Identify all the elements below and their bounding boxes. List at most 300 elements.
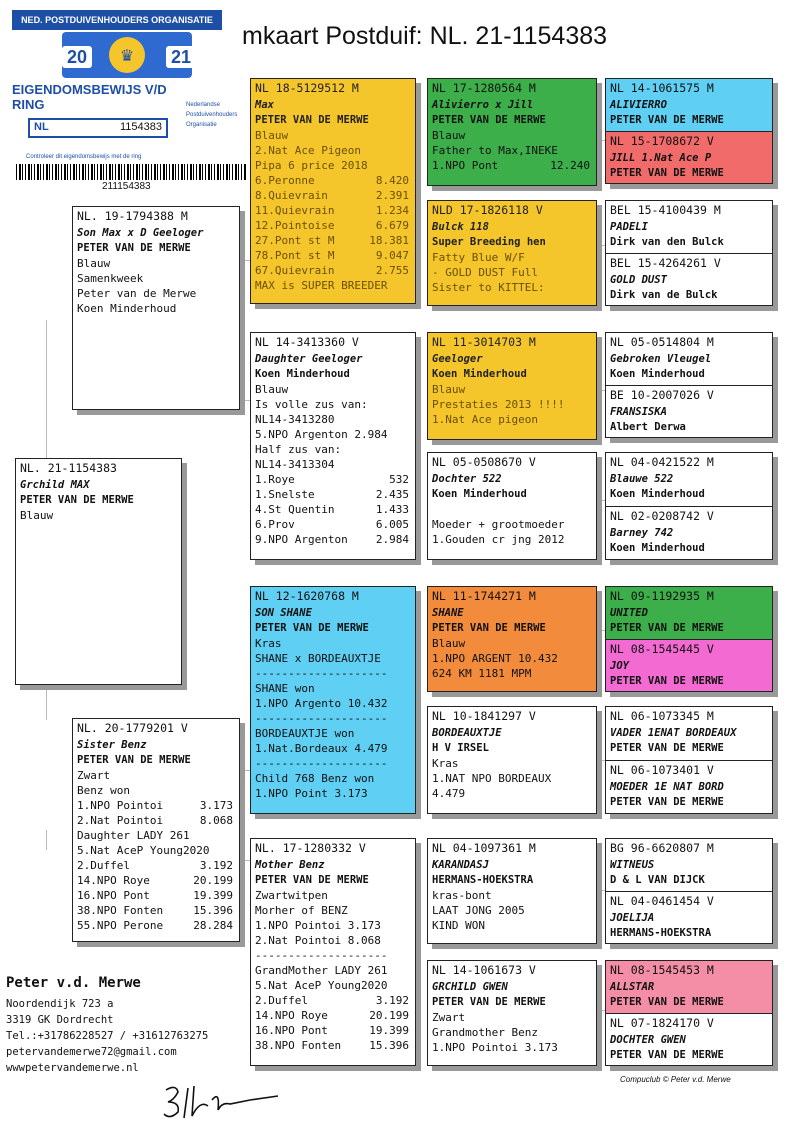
info-line: Child 768 Benz won [255,772,375,785]
info-line: 1.Nat.Bordeaux 4.479 [255,742,388,755]
info-line: Is volle zus van: [255,398,368,411]
info-line: 2.Nat Pointoi 8.068 [255,934,381,947]
ring-number: NL 02-0208742 V [610,509,714,523]
result-row [77,813,239,828]
result-value: 15.396 [369,1039,409,1052]
info-line: - GOLD DUST Full [432,266,538,279]
owner: Dirk van de Bulck [610,289,718,301]
connector-line [240,400,250,401]
info-line: Morher of BENZ [255,904,348,917]
result-row [255,248,415,263]
pigeon-name: Max [255,99,274,111]
pedigree-half-dam [606,132,772,184]
owner: PETER VAN DE MERWE [255,874,369,886]
owner: Super Breeding hen [432,236,546,248]
card-year-left: 20 [62,46,92,68]
ring-number: 1154383 [119,121,162,133]
connector-line [240,860,250,861]
result-race: 11.Quievrain [255,204,335,217]
ring-number: NLD 17-1826118 V [432,203,543,217]
result-race: 4.St Quentin [255,503,335,516]
info-line: kras-bont [432,889,492,902]
pedigree-pair-gen4 [605,78,773,184]
pedigree-half-sire [606,839,772,892]
pedigree-half-sire [606,587,772,640]
info-line: 1.Nat Ace pigeon [432,413,538,426]
connector-line [240,770,250,771]
pedigree-half-sire [606,961,772,1014]
result-row [77,918,239,933]
info-line: Kras [432,757,459,770]
pigeon-name: MOEDER 1E NAT BORD [610,781,724,793]
barcode [16,164,246,180]
owner: D & L VAN DIJCK [610,874,705,886]
owner: Koen Minderhoud [432,368,527,380]
result-value: 8.420 [375,174,409,187]
info-line: -------------------- [255,712,388,725]
pigeon-name: UNITED [610,607,648,619]
owner: PETER VAN DE MERWE [610,796,724,808]
result-row [255,233,415,248]
info-line: Kras [255,637,282,650]
info-line: Blauw [255,129,289,142]
ring-number: NL 05-0508670 V [432,455,536,469]
ring-number: BEL 15-4100439 M [610,203,721,217]
info-line: Blauw [432,129,466,142]
ring-number: BEL 15-4264261 V [610,256,721,270]
result-row [255,263,415,278]
result-row [255,1038,415,1053]
card-year-right: 21 [166,46,196,68]
connector-line [46,830,47,850]
result-race: 14.NPO Roye [255,1009,328,1022]
info-line: SHANE won [255,682,315,695]
pigeon-name: GRCHILD GWEN [432,981,508,993]
barcode-number: 211154383 [102,181,151,192]
pigeon-name: JOY [610,660,629,672]
info-line: 1.NPO Argento 10.432 [255,697,388,710]
pigeon-name: DOCHTER GWEN [610,1034,686,1046]
result-race: 1.NPO Pont [432,159,499,172]
result-row [77,798,239,813]
info-line: 5.Nat AceP Young2020 [255,979,388,992]
result-value: 6.005 [375,518,409,531]
result-row [77,858,239,873]
pedigree-box-gen3 [427,838,597,944]
ring-number: NL. 20-1779201 V [77,721,188,735]
pedigree-half-dam [606,761,772,814]
result-value: 3.192 [199,859,233,872]
connector-line [240,260,250,261]
contact-line: wwwpetervandemerwe.nl [6,1062,139,1074]
pigeon-name: Geeloger [432,353,483,365]
pedigree-half-dam [606,640,772,692]
result-value: 6.679 [375,219,409,232]
pedigree-box-gen2 [250,586,416,814]
ring-number: NL 14-3413360 V [255,335,359,349]
result-race: 38.NPO Fonten [255,1039,342,1052]
npo-line: Nederlandse [186,102,221,108]
ring-number: NL 04-0461454 V [610,894,714,908]
info-line: 1.NAT NPO BORDEAUX [432,772,552,785]
connector-line [597,245,605,246]
result-race: 14.NPO Roye [77,874,150,887]
pedigree-half-dam [606,507,772,560]
info-line: NL14-3413304 [255,458,335,471]
connector-line [597,760,605,761]
result-race: 16.NPO Pont [255,1024,328,1037]
card-npo-text [186,100,237,130]
pigeon-name: FRANSISKA [610,406,667,418]
ring-number: NL 10-1841297 V [432,709,536,723]
info-line: Koen Minderhoud [77,302,177,315]
result-row [77,888,239,903]
owner: PETER VAN DE MERWE [77,754,191,766]
pigeon-name: Grchild MAX [20,479,90,491]
ring-number: NL. 17-1280332 V [255,841,366,855]
ring-number: NL. 19-1794388 M [77,209,188,223]
owner: Koen Minderhoud [610,488,705,500]
result-value: 2.391 [375,189,409,202]
info-line: 2.Nat Ace Pigeon [255,144,361,157]
info-line: Grandmother Benz [432,1026,538,1039]
owner: PETER VAN DE MERWE [610,996,724,1008]
info-line: 4.479 [432,787,466,800]
owner: Koen Minderhoud [610,368,705,380]
info-line: 1.NPO Point 3.173 [255,787,368,800]
info-line: Half zus van: [255,443,342,456]
owner: PETER VAN DE MERWE [610,167,724,179]
connector-line [597,140,605,141]
info-line: Father to Max,INEKE [432,144,558,157]
result-row [255,218,415,233]
info-line: LAAT JONG 2005 [432,904,525,917]
result-race: 2.Nat Pointoi [77,814,164,827]
result-value: 12.240 [550,159,590,172]
info-line: SHANE x BORDEAUXTJE [255,652,381,665]
ring-number: NL 09-1192935 M [610,589,714,603]
owner: Koen Minderhoud [610,542,705,554]
pedigree-half-dam [606,892,772,944]
pigeon-name: SON SHANE [255,607,312,619]
result-value: 2.984 [375,533,409,546]
result-race: 5.Nat AceP Young2020 [77,844,210,857]
ring-number: NL 14-1061673 V [432,963,536,977]
result-race: 1.Roye [255,473,295,486]
pedigree-half-sire [606,79,772,132]
info-line: Pipa 6 price 2018 [255,159,368,172]
pigeon-name: Bulck 118 [432,221,489,233]
info-line: -------------------- [255,667,388,680]
info-line: -------------------- [255,757,388,770]
result-row [255,1008,415,1023]
compuclub-credit: Compuclub © Peter v.d. Merwe [620,1075,731,1084]
info-line: BORDEAUXTJE won [255,727,355,740]
info-line: -------------------- [255,949,388,962]
pedigree-box-gen3 [427,332,597,440]
pedigree-box-subject [15,458,182,685]
pigeon-name: ALLSTAR [610,981,655,993]
pigeon-name: JILL 1.Nat Ace P [610,152,712,164]
owner: Albert Derwa [610,421,686,433]
info-line: Zwartwitpen [255,889,328,902]
result-race: 55.NPO Perone [77,919,164,932]
owner: PETER VAN DE MERWE [610,114,724,126]
ring-number: NL. 21-1154383 [20,461,117,475]
contact-line: 3319 GK Dordrecht [6,1014,114,1026]
pedigree-box-gen3 [427,586,597,692]
pigeon-name: WITNEUS [610,859,655,871]
result-race: 27.Pont st M [255,234,335,247]
ring-number: NL 17-1280564 M [432,81,536,95]
connector-line [597,390,605,391]
owner: PETER VAN DE MERWE [432,622,546,634]
result-value: 532 [389,473,409,486]
info-line: Blauw [255,383,289,396]
owner: PETER VAN DE MERWE [77,242,191,254]
pedigree-box-gen3 [427,200,597,306]
result-race: 2.Duffel [77,859,130,872]
svg-text:♛: ♛ [119,46,135,65]
info-line: Moeder + grootmoeder [432,518,565,531]
ring-number: NL 11-1744271 M [432,589,536,603]
pedigree-box-gen3 [427,78,597,186]
page-title: mkaart Postduif: NL. 21-1154383 [242,22,608,50]
result-value: 15.396 [193,904,233,917]
info-line: Blauw [432,383,466,396]
info-line: Peter van de Merwe [77,287,197,300]
pigeon-name: GOLD DUST [610,274,667,286]
pedigree-box-gen2 [250,838,416,1066]
pedigree-pair-gen4 [605,706,773,814]
pedigree-box-gen3 [427,960,597,1066]
contact-line: Noordendijk 723 a [6,998,114,1010]
pigeon-name: ALIVIERRO [610,99,667,111]
info-line: Samenkweek [77,272,144,285]
result-race: 8.Quievrain [255,189,328,202]
owner: H V IRSEL [432,742,489,754]
owner: HERMANS-HOEKSTRA [432,874,534,886]
pigeon-name: Blauwe 522 [610,473,674,485]
owner: Dirk van den Bulck [610,236,724,248]
pedigree-half-sire [606,333,772,386]
pedigree-half-dam [606,386,772,438]
ring-number: BG 96-6620807 M [610,841,714,855]
result-value: 28.284 [193,919,233,932]
info-line [432,502,596,517]
result-race: 38.NPO Fonten [77,904,164,917]
result-race: 12.Pointoise [255,219,335,232]
result-row [255,517,415,532]
info-line: NL14-3413280 [255,413,335,426]
pedigree-box-gen2 [250,78,416,304]
pigeon-name: Alivierro x Jill [432,99,534,111]
ring-country: NL [34,121,49,133]
connector-line [597,630,605,631]
result-value: 20.199 [193,874,233,887]
ring-number: NL 15-1708672 V [610,134,714,148]
info-line: 1.NPO ARGENT 10.432 [432,652,558,665]
info-line: 1.NPO Pointoi 3.173 [432,1041,558,1054]
result-row [432,158,596,173]
info-line: GrandMother LADY 261 [255,964,388,977]
pedigree-pair-gen4 [605,200,773,306]
owner: PETER VAN DE MERWE [432,996,546,1008]
result-row [255,472,415,487]
owner: PETER VAN DE MERWE [610,742,724,754]
signature [160,1080,290,1124]
contact-line: petervandemerwe72@gmail.com [6,1046,177,1058]
info-line: 5.NPO Argenton 2.984 [255,428,388,441]
pedigree-box-gen2 [250,332,416,560]
result-value: 1.234 [375,204,409,217]
ring-number: NL 18-5129512 M [255,81,359,95]
pedigree-half-sire [606,453,772,507]
result-race: 6.Peronne [255,174,315,187]
connector-line [46,320,47,460]
info-line: Blauw [432,637,466,650]
pigeon-name: SHANE [432,607,464,619]
result-value: 20.199 [369,1009,409,1022]
card-control-text: Controleer dit eigendomsbewijs met de ring [26,154,142,160]
pigeon-name: Sister Benz [77,739,147,751]
ring-number: NL 14-1061575 M [610,81,714,95]
owner: Koen Minderhoud [432,488,527,500]
pigeon-name: Daughter Geeloger [255,353,363,365]
result-race: 1.Snelste [255,488,315,501]
pigeon-name: VADER 1ENAT BORDEAUX [610,727,737,739]
result-row [255,993,415,1008]
owner: PETER VAN DE MERWE [255,622,369,634]
pigeon-name: JOELIJA [610,912,655,924]
result-value: 9.047 [375,249,409,262]
ownership-card [6,4,244,192]
pigeon-name: Dochter 522 [432,473,502,485]
result-row [255,487,415,502]
ring-number: NL 07-1824170 V [610,1016,714,1030]
npo-line: Organisatie [186,122,217,128]
pedigree-half-sire [606,707,772,761]
pedigree-pair-gen4 [605,838,773,944]
pedigree-box-sire [72,206,240,410]
owner: PETER VAN DE MERWE [255,114,369,126]
result-row [255,173,415,188]
contact-line: Tel.:+31786228527 / +31612763275 [6,1030,209,1042]
info-line: Prestaties 2013 !!!! [432,398,565,411]
info-line: KIND WON [432,919,485,932]
info-line: Zwart [432,1011,466,1024]
color-line: Blauw [20,509,54,522]
pedigree-pair-gen4 [605,452,773,560]
card-org: NED. POSTDUIVENHOUDERS ORGANISATIE [12,10,222,30]
owner: PETER VAN DE MERWE [610,675,724,687]
result-row [255,188,415,203]
ring-number: NL 12-1620768 M [255,589,359,603]
connector-line [597,1010,605,1011]
pigeon-name: Barney 742 [610,527,674,539]
pigeon-name: PADELI [610,221,648,233]
pigeon-name: Son Max x D Geeloger [77,227,204,239]
info-line: Benz won [77,784,130,797]
result-row [77,843,239,858]
result-value: 3.173 [199,799,233,812]
result-row [77,903,239,918]
ring-number: NL 06-1073345 M [610,709,714,723]
card-heading: EIGENDOMSBEWIJS V/D RING [12,82,167,112]
result-row [255,1023,415,1038]
result-row [255,203,415,218]
pedigree-box-gen3 [427,452,597,560]
result-race: 78.Pont st M [255,249,335,262]
result-value: 8.068 [199,814,233,827]
result-value: 19.399 [369,1024,409,1037]
result-row [77,873,239,888]
result-race: 6.Prov [255,518,295,531]
info-line: Daughter LADY 261 [77,829,190,842]
info-line: 624 KM 1181 MPM [432,667,532,680]
ring-number: NL 08-1545445 V [610,642,714,656]
pedigree-pair-gen4 [605,960,773,1066]
info-line: Sister to KITTEL: [432,281,545,294]
pigeon-name: Gebroken Vleugel [610,353,712,365]
pedigree-half-dam [606,254,772,306]
result-race: 67.Quievrain [255,264,335,277]
info-line: 1.Gouden cr jng 2012 [432,533,565,546]
breeder-contact [6,996,208,1076]
pedigree-pair-gen4 [605,586,773,692]
pedigree-box-gen3 [427,706,597,814]
pedigree-pair-gen4 [605,332,773,438]
result-value: 19.399 [193,889,233,902]
owner: PETER VAN DE MERWE [432,114,546,126]
owner: Koen Minderhoud [255,368,350,380]
ring-number: BE 10-2007026 V [610,388,714,402]
owner: PETER VAN DE MERWE [610,1049,724,1061]
owner: PETER VAN DE MERWE [610,622,724,634]
result-race: 9.NPO Argenton [255,533,348,546]
ring-number: NL 04-0421522 M [610,455,714,469]
connector-line [597,500,605,501]
ring-number: NL 05-0514804 M [610,335,714,349]
result-value: 18.381 [369,234,409,247]
result-value: 2.435 [375,488,409,501]
npo-line: Postduivenhouders [186,112,238,118]
connector-line [46,685,47,720]
result-race: 2.Duffel [255,994,308,1007]
pedigree-half-sire [606,201,772,254]
pigeon-name: KARANDASJ [432,859,489,871]
result-value: 1.433 [375,503,409,516]
result-row [255,532,415,547]
ring-number-box [28,118,168,138]
pigeon-name: Mother Benz [255,859,325,871]
ring-number: NL 06-1073401 V [610,763,714,777]
info-line: 1.NPO Pointoi 3.173 [255,919,381,932]
info-line: Fatty Blue W/F [432,251,525,264]
ring-number: NL 11-3014703 M [432,335,536,349]
pigeon-name: BORDEAUXTJE [432,727,502,739]
owner: PETER VAN DE MERWE [20,494,134,506]
info-line: Blauw [77,257,111,270]
result-race: 1.NPO Pointoi [77,799,164,812]
result-row [255,502,415,517]
result-race: 16.NPO Pont [77,889,150,902]
ring-number: NL 04-1097361 M [432,841,536,855]
owner: HERMANS-HOEKSTRA [610,927,712,939]
info-line: Zwart [77,769,111,782]
ring-number: NL 08-1545453 M [610,963,714,977]
pedigree-half-dam [606,1014,772,1066]
